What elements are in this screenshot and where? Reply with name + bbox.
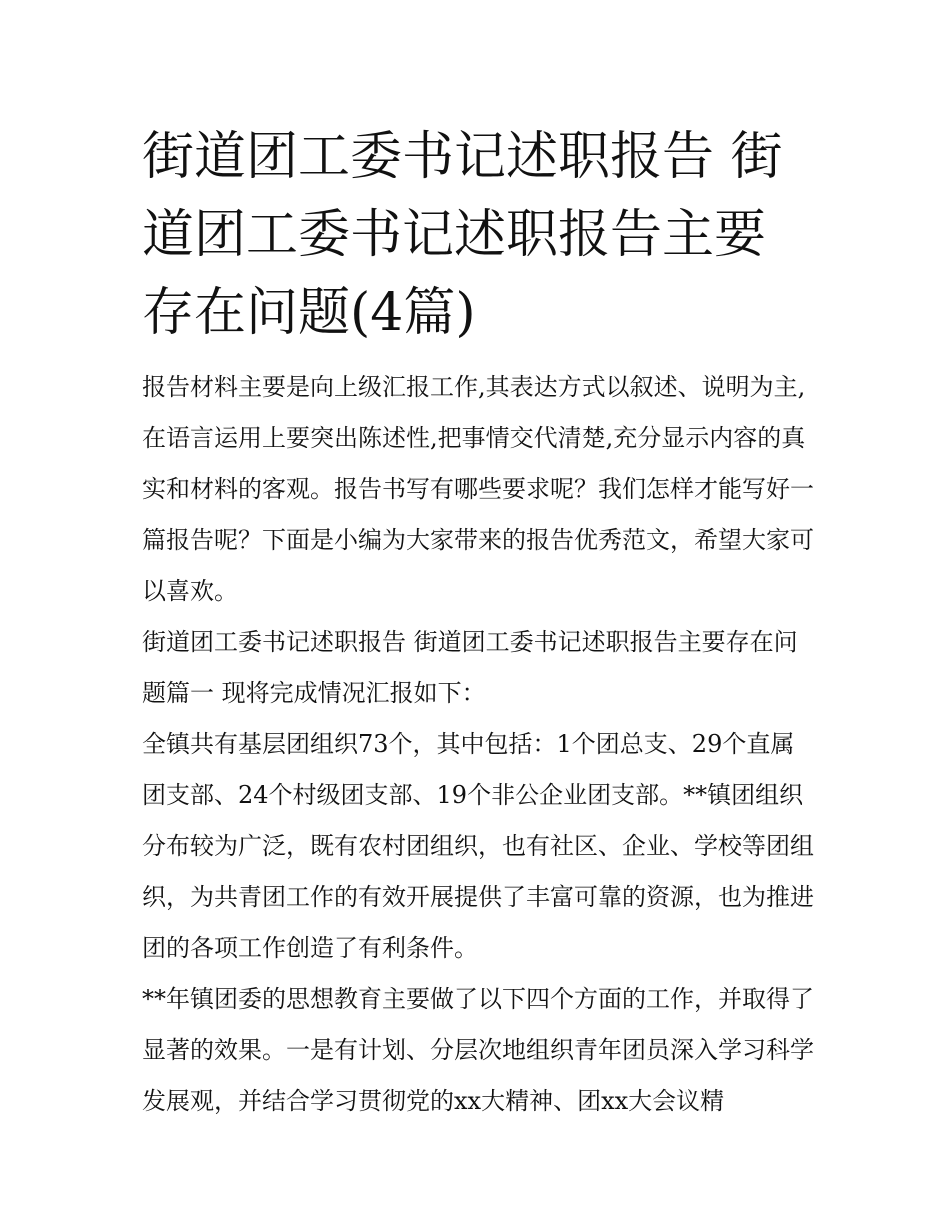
- education-work-paragraph: **年镇团委的思想教育主要做了以下四个方面的工作，并取得了显著的效果。一是有计划、分层次地组织青年团员深入学习科学发展观，并结合学习贯彻党的xx大精神、团xx大会议精: [142, 985, 814, 1115]
- intro-paragraph: 报告材料主要是向上级汇报工作,其表达方式以叙述、说明为主,在语言运用上要突出陈述性,把事情交代清楚,充分显示内容的真实和材料的客观。报告书写有哪些要求呢？我们怎样才能写好一篇报告呢？下面是小编为大家带来的报告优秀范文，希望大家可以喜欢。: [142, 373, 814, 605]
- section-heading-paragraph: 街道团工委书记述职报告 街道团工委书记述职报告主要存在问题篇一 现将完成情况汇报如下：: [142, 628, 798, 707]
- document-title: 街道团工委书记述职报告 街道团工委书记述职报告主要存在问题(4篇): [142, 127, 783, 343]
- document-body: [142, 118, 814, 1127]
- organization-overview-paragraph: 全镇共有基层团组织73个，其中包括：1个团总支、29个直属团支部、24个村级团支部、19个非公企业团支部。**镇团组织分布较为广泛，既有农村团组织，也有社区、企业、学校等团组织，为共青团工作的有效开展提供了丰富可靠的资源，也为推进团的各项工作创造了有利条件。: [142, 730, 814, 962]
